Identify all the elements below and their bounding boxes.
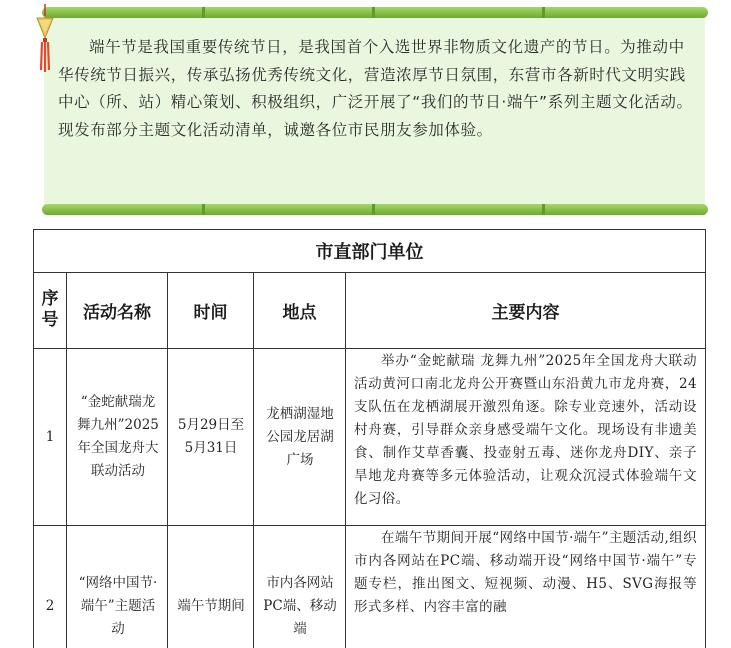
row2-time: 端午节期间	[177, 597, 245, 614]
intro-paragraph: 端午节是我国重要传统节日，是我国首个入选世界非物质文化遗产的节日。为推动中华传统节日振兴，传承弘扬优秀传统文化，营造浓厚节日氛围，东营市各新时代文明实践中心（所、站）精心策划、积极组织，广泛开展了“我们的节日·端午”系列主题文化活动。现发布部分主题文化活动清单，诚邀各位市民朋友参加体验。	[58, 38, 693, 139]
row1-index: 1	[45, 428, 55, 445]
row1-place: 龙栖湖湿地公园龙居湖广场	[266, 405, 334, 468]
table-title: 市直部门单位	[34, 230, 705, 273]
header-place: 地点	[282, 302, 317, 323]
bamboo-bar-bottom	[42, 204, 708, 215]
row2-name: “网络中国节·端午”主题活动	[78, 574, 158, 637]
row1-content: 举办“金蛇献瑞 龙舞九州”2025年全国龙舟大联动活动黄河口南北龙舟公开赛暨山东沿黄九市龙舟赛，24支队伍在龙栖湖展开激烈角逐。除专业竞速外，活动设村舟赛，引导群众亲身感受端午文化。现场设有非遗美食、制作艾草香囊、投壶射五毒、迷你龙舟DIY、亲子旱地龙舟赛等多元体验活动，让观众沉浸式体验端午文化习俗。	[354, 353, 697, 507]
row2-content: 在端午节期间开展“网络中国节·端午”主题活动,组织市内各网站在PC端、移动端开设“网络中国节·端午”专题专栏，推出图文、短视频、动漫、H5、SVG海报等形式多样、内容丰富的融	[354, 530, 697, 615]
row2-place: 市内各网站PC端、移动端	[263, 574, 337, 637]
row1-name: “金蛇献瑞龙舞九州”2025年全国龙舟大联动活动	[77, 394, 159, 479]
header-time: 时间	[193, 302, 228, 323]
zongzi-tassel-icon	[34, 4, 56, 74]
header-index: 序号	[41, 289, 59, 330]
bamboo-bar-top	[42, 7, 708, 18]
activity-table	[33, 229, 706, 648]
header-content: 主要内容	[491, 302, 560, 323]
header-name: 活动名称	[83, 302, 151, 323]
row1-time: 5月29日至5月31日	[177, 417, 245, 456]
row2-index: 2	[45, 597, 55, 614]
